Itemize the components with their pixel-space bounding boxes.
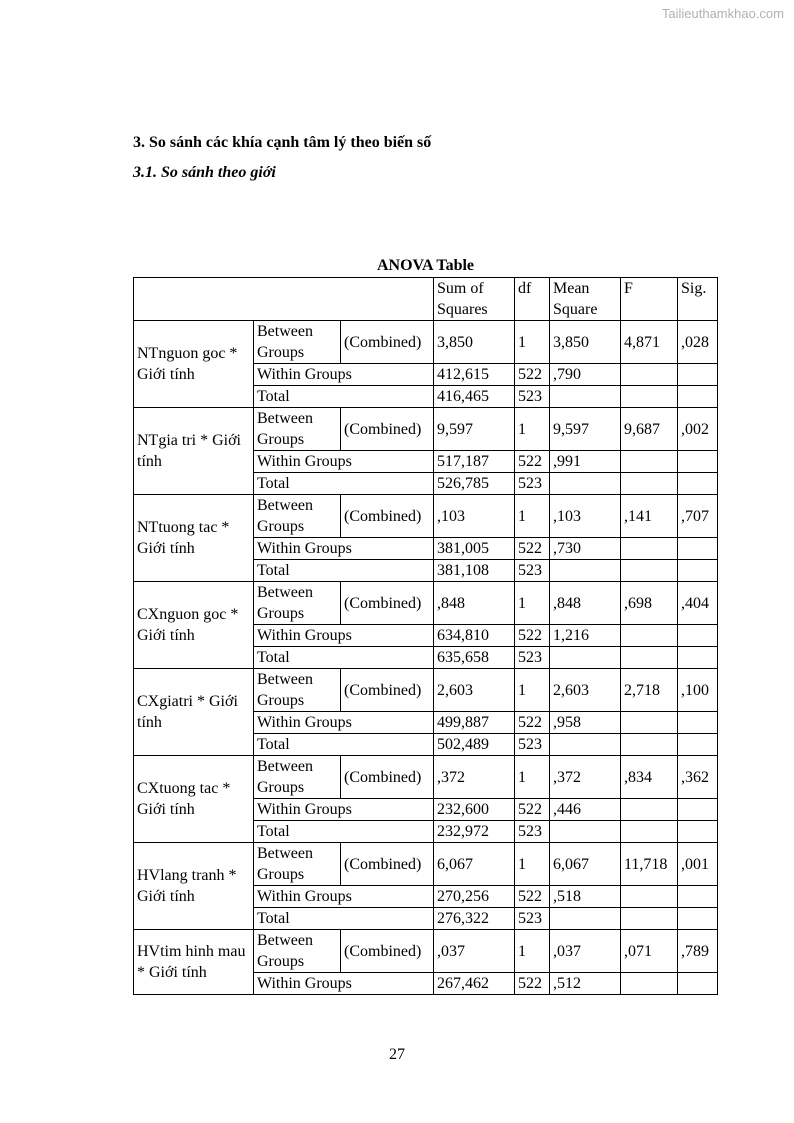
- cell-sig-empty: [678, 364, 718, 386]
- group-label: NTnguon goc * Giới tính: [134, 321, 254, 408]
- row-label-combined: (Combined): [341, 408, 434, 451]
- row-label-combined: (Combined): [341, 669, 434, 712]
- cell-sig: ,028: [678, 321, 718, 364]
- cell-df: 522: [515, 973, 550, 995]
- cell-mean-square-empty: [550, 647, 621, 669]
- cell-mean-square: ,446: [550, 799, 621, 821]
- cell-sum-of-squares: 381,108: [434, 560, 515, 582]
- cell-sum-of-squares: 635,658: [434, 647, 515, 669]
- row-label-between: Between Groups: [254, 321, 341, 364]
- row-label-combined: (Combined): [341, 930, 434, 973]
- row-label-total: Total: [254, 908, 434, 930]
- cell-sum-of-squares: 634,810: [434, 625, 515, 647]
- cell-sig-empty: [678, 647, 718, 669]
- cell-f-empty: [621, 538, 678, 560]
- cell-sig-empty: [678, 973, 718, 995]
- cell-mean-square: ,512: [550, 973, 621, 995]
- cell-sig-empty: [678, 734, 718, 756]
- cell-sum-of-squares: 232,600: [434, 799, 515, 821]
- subsection-heading: 3.1. So sánh theo giới: [133, 164, 276, 181]
- cell-mean-square-empty: [550, 386, 621, 408]
- cell-f: 9,687: [621, 408, 678, 451]
- group-label: CXtuong tac * Giới tính: [134, 756, 254, 843]
- cell-mean-square: ,103: [550, 495, 621, 538]
- cell-f-empty: [621, 647, 678, 669]
- cell-f-empty: [621, 364, 678, 386]
- row-label-within: Within Groups: [254, 625, 434, 647]
- group-label: NTgia tri * Giới tính: [134, 408, 254, 495]
- cell-sum-of-squares: 3,850: [434, 321, 515, 364]
- header-blank: [134, 278, 434, 321]
- header-sum-of-squares: Sum of Squares: [434, 278, 515, 321]
- row-label-within: Within Groups: [254, 712, 434, 734]
- row-label-total: Total: [254, 560, 434, 582]
- row-label-between: Between Groups: [254, 843, 341, 886]
- cell-df: 523: [515, 386, 550, 408]
- cell-sum-of-squares: 2,603: [434, 669, 515, 712]
- cell-sum-of-squares: ,848: [434, 582, 515, 625]
- cell-sum-of-squares: 267,462: [434, 973, 515, 995]
- group-label: HVtim hinh mau * Giới tính: [134, 930, 254, 995]
- cell-f-empty: [621, 712, 678, 734]
- cell-f-empty: [621, 386, 678, 408]
- cell-mean-square: 6,067: [550, 843, 621, 886]
- cell-df: 522: [515, 538, 550, 560]
- cell-sum-of-squares: 499,887: [434, 712, 515, 734]
- cell-df: 522: [515, 886, 550, 908]
- row-label-combined: (Combined): [341, 321, 434, 364]
- row-label-combined: (Combined): [341, 843, 434, 886]
- table-row-between: [134, 321, 718, 364]
- cell-sum-of-squares: ,037: [434, 930, 515, 973]
- cell-sig: ,404: [678, 582, 718, 625]
- watermark: Tailieuthamkhao.com: [661, 6, 784, 21]
- cell-f-empty: [621, 560, 678, 582]
- cell-sig: ,100: [678, 669, 718, 712]
- cell-df: 523: [515, 473, 550, 495]
- group-label: HVlang tranh * Giới tính: [134, 843, 254, 930]
- cell-mean-square-empty: [550, 473, 621, 495]
- cell-df: 522: [515, 712, 550, 734]
- cell-df: 1: [515, 495, 550, 538]
- cell-mean-square: ,790: [550, 364, 621, 386]
- cell-mean-square: ,730: [550, 538, 621, 560]
- cell-sum-of-squares: 232,972: [434, 821, 515, 843]
- row-label-total: Total: [254, 473, 434, 495]
- cell-sum-of-squares: 9,597: [434, 408, 515, 451]
- cell-sig-empty: [678, 712, 718, 734]
- cell-sum-of-squares: 276,322: [434, 908, 515, 930]
- cell-sum-of-squares: 416,465: [434, 386, 515, 408]
- table-title: ANOVA Table: [376, 257, 475, 274]
- group-label: NTtuong tac * Giới tính: [134, 495, 254, 582]
- cell-f-empty: [621, 821, 678, 843]
- cell-sum-of-squares: 6,067: [434, 843, 515, 886]
- table-row-between: [134, 930, 718, 973]
- cell-sig: ,362: [678, 756, 718, 799]
- table-header-row: [134, 278, 718, 321]
- row-label-combined: (Combined): [341, 582, 434, 625]
- cell-sig: ,707: [678, 495, 718, 538]
- table-row-between: [134, 582, 718, 625]
- section-heading: 3. So sánh các khía cạnh tâm lý theo biến số: [133, 134, 432, 151]
- cell-mean-square-empty: [550, 908, 621, 930]
- cell-sig-empty: [678, 560, 718, 582]
- row-label-between: Between Groups: [254, 582, 341, 625]
- cell-f-empty: [621, 908, 678, 930]
- table-row-between: [134, 495, 718, 538]
- cell-mean-square: ,037: [550, 930, 621, 973]
- cell-f: 2,718: [621, 669, 678, 712]
- row-label-within: Within Groups: [254, 364, 434, 386]
- cell-f: ,698: [621, 582, 678, 625]
- cell-df: 523: [515, 560, 550, 582]
- group-label: CXgiatri * Giới tính: [134, 669, 254, 756]
- anova-table: [133, 277, 718, 995]
- cell-sig: ,002: [678, 408, 718, 451]
- cell-sum-of-squares: 517,187: [434, 451, 515, 473]
- cell-sig-empty: [678, 625, 718, 647]
- cell-df: 523: [515, 647, 550, 669]
- cell-sum-of-squares: 381,005: [434, 538, 515, 560]
- cell-df: 1: [515, 930, 550, 973]
- header-sig: Sig.: [678, 278, 718, 321]
- cell-mean-square: ,991: [550, 451, 621, 473]
- cell-df: 523: [515, 821, 550, 843]
- cell-mean-square-empty: [550, 821, 621, 843]
- cell-f: ,834: [621, 756, 678, 799]
- row-label-within: Within Groups: [254, 451, 434, 473]
- cell-f: ,141: [621, 495, 678, 538]
- cell-mean-square: 2,603: [550, 669, 621, 712]
- cell-sig-empty: [678, 821, 718, 843]
- cell-mean-square-empty: [550, 560, 621, 582]
- cell-mean-square: 1,216: [550, 625, 621, 647]
- cell-df: 523: [515, 734, 550, 756]
- cell-mean-square: 9,597: [550, 408, 621, 451]
- row-label-within: Within Groups: [254, 973, 434, 995]
- cell-sum-of-squares: 270,256: [434, 886, 515, 908]
- table-row-between: [134, 408, 718, 451]
- cell-sum-of-squares: 502,489: [434, 734, 515, 756]
- header-f: F: [621, 278, 678, 321]
- cell-f-empty: [621, 625, 678, 647]
- cell-df: 522: [515, 451, 550, 473]
- cell-f: 4,871: [621, 321, 678, 364]
- page-number: 27: [389, 1046, 405, 1063]
- cell-df: 1: [515, 756, 550, 799]
- cell-sum-of-squares: 526,785: [434, 473, 515, 495]
- cell-f-empty: [621, 799, 678, 821]
- row-label-between: Between Groups: [254, 930, 341, 973]
- header-mean-square: Mean Square: [550, 278, 621, 321]
- table-row-between: [134, 756, 718, 799]
- cell-f-empty: [621, 734, 678, 756]
- group-label: CXnguon goc * Giới tính: [134, 582, 254, 669]
- cell-df: 1: [515, 321, 550, 364]
- table-row-between: [134, 669, 718, 712]
- cell-sum-of-squares: 412,615: [434, 364, 515, 386]
- cell-sig-empty: [678, 473, 718, 495]
- cell-mean-square: ,518: [550, 886, 621, 908]
- cell-f-empty: [621, 451, 678, 473]
- row-label-combined: (Combined): [341, 756, 434, 799]
- cell-sig-empty: [678, 386, 718, 408]
- cell-df: 522: [515, 625, 550, 647]
- cell-mean-square: 3,850: [550, 321, 621, 364]
- cell-sig-empty: [678, 538, 718, 560]
- row-label-between: Between Groups: [254, 495, 341, 538]
- cell-df: 1: [515, 669, 550, 712]
- cell-f-empty: [621, 473, 678, 495]
- cell-df: 522: [515, 799, 550, 821]
- cell-sig-empty: [678, 799, 718, 821]
- cell-df: 1: [515, 843, 550, 886]
- row-label-total: Total: [254, 821, 434, 843]
- cell-sig-empty: [678, 886, 718, 908]
- cell-df: 522: [515, 364, 550, 386]
- cell-f: ,071: [621, 930, 678, 973]
- cell-sum-of-squares: ,103: [434, 495, 515, 538]
- row-label-between: Between Groups: [254, 756, 341, 799]
- row-label-combined: (Combined): [341, 495, 434, 538]
- cell-df: 523: [515, 908, 550, 930]
- row-label-within: Within Groups: [254, 538, 434, 560]
- cell-sig: ,789: [678, 930, 718, 973]
- cell-mean-square-empty: [550, 734, 621, 756]
- cell-mean-square: ,958: [550, 712, 621, 734]
- header-df: df: [515, 278, 550, 321]
- cell-f-empty: [621, 886, 678, 908]
- cell-sig: ,001: [678, 843, 718, 886]
- cell-sig-empty: [678, 908, 718, 930]
- cell-df: 1: [515, 408, 550, 451]
- row-label-within: Within Groups: [254, 799, 434, 821]
- cell-sig-empty: [678, 451, 718, 473]
- cell-df: 1: [515, 582, 550, 625]
- row-label-total: Total: [254, 734, 434, 756]
- row-label-total: Total: [254, 386, 434, 408]
- table-row-between: [134, 843, 718, 886]
- cell-f: 11,718: [621, 843, 678, 886]
- row-label-within: Within Groups: [254, 886, 434, 908]
- row-label-between: Between Groups: [254, 669, 341, 712]
- cell-mean-square: ,848: [550, 582, 621, 625]
- cell-sum-of-squares: ,372: [434, 756, 515, 799]
- cell-mean-square: ,372: [550, 756, 621, 799]
- row-label-between: Between Groups: [254, 408, 341, 451]
- cell-f-empty: [621, 973, 678, 995]
- row-label-total: Total: [254, 647, 434, 669]
